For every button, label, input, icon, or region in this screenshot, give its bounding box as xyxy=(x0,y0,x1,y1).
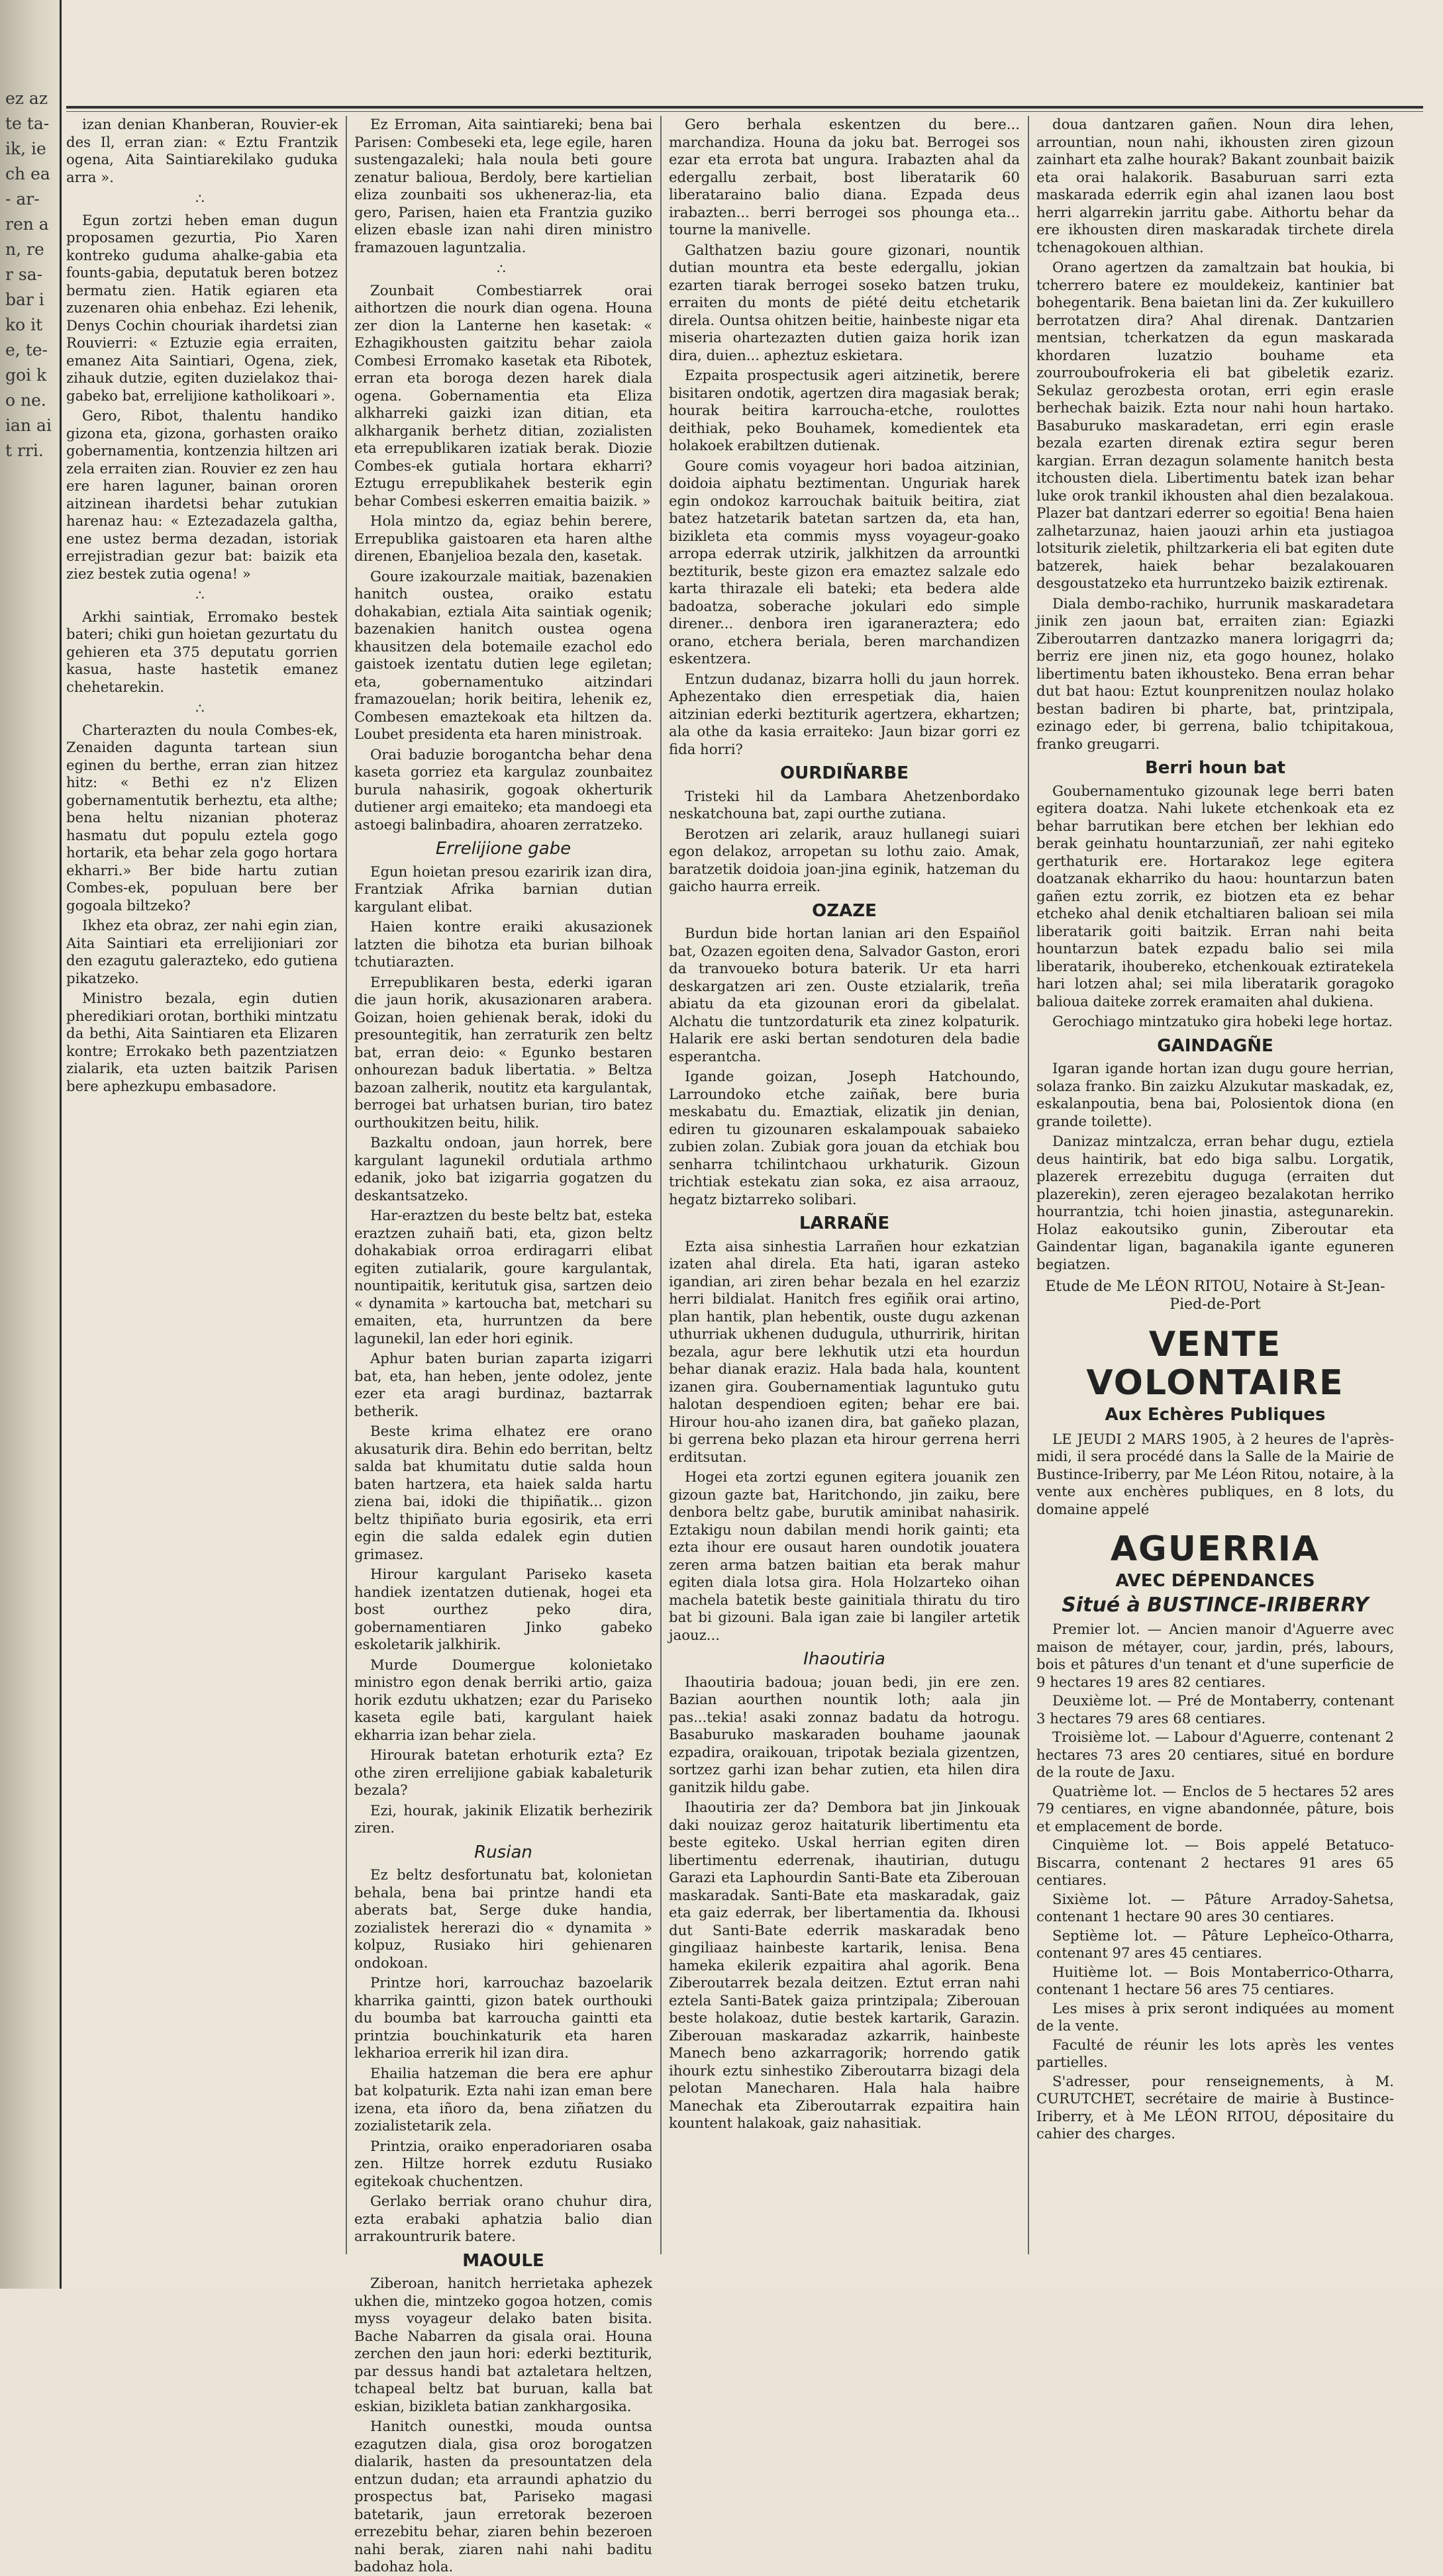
paragraph: Beste krima elhatez ere orano akusaturik dira. Behin edo berritan, beltz salda bat khumitatu dutie salda houn baten hartzera, eta haiek salda hartu ziena bai, idoki die thipiñatik... gizon beltz thipiñato buria egosirik, eta erri egin die salda edalek egin dutien grimasez. xyxy=(354,1423,652,1562)
paragraph: doua dantzaren gañen. Noun dira lehen, arrountian, noun nahi, ikhousten ziren gizoun zainhart eta zalhe hourak? Bakant zounbait baizik eta orai halakorik. Basaburuan sarri ezta maskarada ederrik egin ahal izanen laou bost herri algarrekin jarritu gabe. Aithortu behar da ere ikhousten diren maskaradak tirchete direla tchenagokouen althian. xyxy=(1036,116,1394,256)
paragraph: Goure izakourzale maitiak, bazenakien hanitch oustea, oraiko estatu dohakabian, eztiala Aita saintiak ogenik; bazenakien hanitch oustea ogena khausitzen dela botemaile ezachol edo gaistoek izentatu dutien lege egiletan; eta, gobernamentuko aitzindari framazouelan; horik beitira, lehenik ez, Combesen emaztekoak eta hiltzen da. Loubet presidenta eta haren ministroak. xyxy=(354,567,652,742)
paragraph: Charterazten du noula Combes-ek, Zenaiden dagunta tartean siun eginen du berthe, erran zian hitzez hitz: « Bethi ez n'z Elizen gobernamentutik berheztu, eta althe; bena heltu nizanian photeraz hasmatu dut populu eztela gogo hortarik, eta behar zela gogo hortara ekharri.» Ber bide hartu zutian Combes-ek, populuan bere ber gogoala biltzeko? xyxy=(66,721,338,914)
paragraph: Gero berhala eskentzen du bere... marchandiza. Houna da joku bat. Berrogei sos ezar eta errota bat ungura. Irabazten ahal da edergallu zerbait, bost liberatarik 60 liberataraino balio diana. Ezpada deus irabazten... berri berrogei sos phounga eta... tourne la manivelle. xyxy=(669,116,1020,238)
separator: ∴ xyxy=(195,587,209,603)
column-1 xyxy=(66,116,338,2254)
ad-title: VENTE VOLONTAIRE xyxy=(1086,1325,1344,1403)
paragraph: Entzun dudanaz, bizarra holli du jaun horrek. Aphezentako dien errespetiak dia, haien aitzinian ederki beztiturik agertzera, ekhartzen; ala othe da kasia erraiteko: Jaun bizar gorri ez fida horri? xyxy=(669,670,1020,757)
paragraph: Gero, Ribot, thalentu handiko gizona eta, gizona, gorhasten oraiko gobernamentia, kontzenzia hiltzen ari zela erraiten zian. Rouvier ez zen hau ere haren laguner, bainan ororen aitzinean ihardetsi behar zutukian harenaz hau: « Eztezadazela galtha, ene ustez berma dezadan, istoriak errejistradian gezur bat: baizik eta ziez bestek zutia ogena! » xyxy=(66,407,338,582)
section-heading: OZAZE xyxy=(812,900,877,921)
paragraph: Har-eraztzen du beste beltz bat, esteka eraztzen zuhaiñ bati, eta, gizon beltz dohakabiak orroa erdiragarri elibat egiten zutialarik, goure kargulantak, nountipaitik, keritutuk gisa, sartzen deio « dynamita » kartoucha bat, metchari su emaiten, eta, hurruntzen da bere lagunekil, lan eder hori eginik. xyxy=(354,1207,652,1347)
paragraph: Ziberoan, hanitch herrietaka aphezek ukhen die, mintzeko gogoa hotzen, comis myss voyageur delako baten bisita. Bache Nabarren da gisala orai. Houna zerchen den jaun hori: ederki beztiturik, par dessus handi bat aztaletara heltzen, tchapeal beltz bat buruan, kalla bat eskian, bizikleta batian zankhargosika. xyxy=(354,2275,652,2414)
paragraph: Zounbait Combestiarrek orai aithortzen die nourk dian ogena. Houna zer dion la Lanterne hen kasetak: « Ezhagikhousten gaitzitu behar zaiola Combesi Erromako kasetak eta Ribotek, erran eta boroga dezen harek diala ogena. Gobernamentia eta Eliza alkharreki gaizki izan ditian, eta alkharganik berhetz ditian, zozialisten eta errepublikaren izatiak berak. Diozie Combes-ek gutiala hortara ekharri? Eztugu errepublikahek besterik egin behar Combesi eskerren emaitia baizik. » xyxy=(354,281,652,509)
header-rule-thin xyxy=(66,111,1423,112)
section-heading: OURDIÑARBE xyxy=(780,763,909,783)
paragraph: Ezpaita prospectusik ageri aitzinetik, berere bisitaren ondotik, agertzen dira magasiak berak; hourak beitira karroucha-etche, roulottes deithiak, peko Bouhamek, komedientek eta holakoek erabiltzen dutienak. xyxy=(669,367,1020,453)
paragraph: Egun zortzi heben eman dugun proposamen gezurtia, Pio Xaren kontreko guduma ahalke-gabia eta founts-gabia, deputatuk beren botzez bermatu zien. Hatik egiaren eta zuzenaren ohia enbehaz. Ezi lehenik, Denys Cochin chouriak ihardetsi zian Rouvierri: « Eztuzie egia erraiten, emanez Aita Saintiari, Ogena, ziek, zihauk dutzie, egiten duzielakoz thai-gabeko bat, errelijione katholikoari ». xyxy=(66,211,338,404)
paragraph: Hirour kargulant Pariseko kaseta handiek izentatzen dutienak, hogei eta bost ourthez peko dira, gobernamentiaren Jinko gabeko eskoletarik jalkhirik. xyxy=(354,1566,652,1652)
separator: ∴ xyxy=(195,700,209,716)
ad-lot: Premier lot. — Ancien manoir d'Aguerre avec maison de métayer, cour, jardin, prés, labours, bois et pâtures d'un tenant et d'une superficie de 9 hectares 19 ares 82 centiares. xyxy=(1036,1621,1394,1690)
paragraph: Murde Doumergue kolonietako ministro egon denak berriki artio, gaiza horik ezdutu ukhatzen; ezar du Pariseko kaseta egile bati, kargulant haiek ekharria izan behar ziela. xyxy=(354,1656,652,1743)
paragraph: Printzia, oraiko enperadoriaren osaba zen. Hiltze horrek ezdutu Rusiako egitekoak chuchentzen. xyxy=(354,2137,652,2189)
paragraph: Ihaoutiria zer da? Dembora bat jin Jinkouak daki nouizaz geroz haitaturik libertimentu eta beste egiteko. Uskal herrian egiten diren libertimentu ederrenak, ihautirian, dutugu Garazi eta Laphourdin Santi-Bate eta Ziberouan maskaradak. Santi-Bate eta maskaradak, gaiz eta gaiz ederrak, ber libertamentia da. Ikhousi dut Santi-Bate ederrik maskaradak beno gingiliaaz hainbeste kartarik, lenisa. Bena hameka ekilerik ezpaitira ahal agorik. Bena Ziberoutarrek bezala deitzen. Eztut erran nahi eztela Santi-Batek gaiza printzipala; Ziberouan beste holakoaz, dutie bestek kartarik, Garazin. Ziberouan maskaradaz azkarrik, hainbeste Manech beno azkarragorik; horrendo gatik ihourk eztu sinhestiko Ziberoutarra bizagi dela pelotan Manecharen. Hala hala haibre Manechak eta Ziberoutarrak ezpaitira hain kountent halakoak, gaiz nahasitiak. xyxy=(669,1799,1020,2131)
left-margin-strip xyxy=(0,0,62,2289)
paragraph: Burdun bide hortan lanian ari den Espaiñol bat, Ozazen egoiten dena, Salvador Gaston, erori da tranvoueko botura baterik. Ur eta harri deskargatzen ari zen. Ouste etzialarik, treña abiatu da eta gizounan erori da gibelalat. Alchatu die tuntzordaturik eta zinez kolpaturik. Halarik ere aski bertan sendoturen dela badie esperantcha. xyxy=(669,925,1020,1065)
column-3 xyxy=(669,116,1020,2254)
margin-fragment-text: ez azte ta-ik, ie ch ea- ar- ren an, rer sa- bar iko ite, te- goi ko ne. ian ait rri. xyxy=(5,89,52,460)
section-heading: Ihaoutiria xyxy=(803,1649,885,1669)
paragraph: Ministro bezala, egin dutien pheredikiari orotan, borthiki mintzatu da bethi, Aita Saintiaren eta Elizaren kontre; Errokako beth pazentziatzen zialarik, eta uzten baitzik Parisen bere aphezkupu embasadore. xyxy=(66,990,338,1094)
paragraph: izan denian Khanberan, Rouvier-ek des Il, erran zian: « Eztu Frantzik ogena, Aita Saintiarekilako guduka arra ». xyxy=(66,116,338,185)
paragraph: Bazkaltu ondoan, jaun horrek, bere kargulant lagunekil ordutiala arthmo edanik, joko bat izigarria gogatzen du deskantsatzeko. xyxy=(354,1134,652,1204)
column-divider-1 xyxy=(346,116,347,2254)
ad-lot: Troisième lot. — Labour d'Aguerre, contenant 2 hectares 73 ares 20 centiares, situé en bordure de la route de Jaxu. xyxy=(1036,1729,1394,1780)
section-heading: Berri houn bat xyxy=(1144,758,1286,778)
paragraph: Hola mintzo da, egiaz behin berere, Errepublika gaistoaren eta haren althe direnen, Ebanjelioa bezala den, kasetak. xyxy=(354,512,652,564)
paragraph: Orai baduzie borogantcha behar dena kaseta gorriez eta kargulaz zounbaitez burula nahasirik, gogoak okherturik dutiener argi emaiteko; eta mandoegi eta astoegi balinbadira, ahoaren zerratzeko. xyxy=(354,745,652,833)
sale-advertisement xyxy=(1036,1278,1394,2143)
paragraph: Errepublikaren besta, ederki igaran die jaun horik, akusazionaren arabera. Goizan, hoien gehienak berak, idoki du presountegitik, han zerraturik zen beltz bat, erran deio: « Egunko bestaren onhourezan baduk libertatia. » Beltza bazoan zalherik, noutitz eta kargulantak, berrogei bat urhatsen burian, tiro batez ourthoukitzen beitu, hilik. xyxy=(354,973,652,1131)
paragraph: Gerlako berriak orano chuhur dira, ezta erabaki aphatzia balio dian arrakountrurik batere. xyxy=(354,2193,652,2244)
paragraph: Hogei eta zortzi egunen egitera jouanik zen gizoun gazte bat, Haritchondo, jin zaiku, bere denbora beltz gabe, burutik aminibat nahasirik. Eztakigu noun dabilan mendi horik gainti; eta ezta ihour ere ousaut haren oundotik jouatera zeren arma batzen baitian eta berak mahur egiten diala lotsa gira. Hola Holzarteko oihan machela batetik beste gainitiala thiratu du tiro bat bi gizouni. Bala igan zaie bi langiler artetik jaouz... xyxy=(669,1468,1020,1643)
paragraph: Ihaoutiria badoua; jouan bedi, jin ere zen. Bazian aourthen nountik loth; aala jin pas...tekia! asaki zonnaz badatu da hotrogu. Basaburuko maskaraden bouhame jaounak ezpadira, oraikouan, tripotak beziala gizentzen, sortzez garhi izan behar zutien, eta hilen dira ganitzik hildu gabe. xyxy=(669,1673,1020,1795)
paragraph: Aphur baten burian zaparta izigarri bat, eta, han heben, jente odolez, jente ezer eta aragi burdinaz, baztarrak betherik. xyxy=(354,1350,652,1419)
paragraph: Goure comis voyageur hori badoa aitzinian, doidoia aiphatu beztimentan. Unguriak harek egin ondokoz karrouchak baituik beitira, ziat batez hatzetarik batetan sartzen da, eta han, bizikleta eta commis myss voyageur-goako arropa ederrak utzirik, jalkhitzen da arrountki beztiturik, beste gizon era emaztez salzale edo karta thirazale eli bateki; eta bedera alde badoatza, soberache jokulari edo simple direner... denbora iren igaraneraztera; edo orano, etchera beriala, beren marchandizen eskentzera. xyxy=(669,457,1020,667)
header-rule xyxy=(66,106,1423,109)
paragraph: Ezta aisa sinhestia Larrañen hour ezkatzian izaten ahal direla. Eta hati, igaran asteko igandian, ari ziren behar bezala en hel ezarziz herri bildialat. Hanitch fres egiñik orai artino, plan hantik, plan hebentik, ouste dugu azkenan uthurriak ukhenen dudugula, uthurririk, hiritan bezala, agur bere lekhutik utzi eta hourdun behar dianak eraziz. Hala bada hala, kountent izanen gira. Goubernamentiak laguntuko gutu halotan despendioen egiten; behar ere bai. Hirour hou-aho izanen dira, bat gañeko plazan, bi gerrena beko plazan eta hirour gerrena herri erditsutan. xyxy=(669,1237,1020,1465)
paragraph: Hanitch ounestki, mouda ountsa ezagutzen diala, gisa oroz borogatzen dialarik, hasten da presountatzen dela entzun dudan; eta arraundi aphatzio du prospectus bat, Pariseko magasi batetarik, jaun erretorak bezeroen errezebitu behar, ziaren behin bezeroen nahi berak, ziaren nahi nahi baditu badohaz hola. xyxy=(354,2418,652,2575)
paragraph: Orano agertzen da zamaltzain bat houkia, bi tcherrero batere ez mouldekeiz, kantinier bat bohegentarik. Bena baietan lini da. Zer kukuillero berrotatzen dira? Ahal direnak. Dantzarien mentsian, tcherkatzen da egun maskarada khordaren luzatzio bouhame eta zourrouboufrokeria eli bat gibeletik ezariz. Sekulaz gerozbesta orotan, erri egin erasle berhechak baizik. Ezta nour nahi houn hartako. Basaburuko maskaradetan, erri egin erasle bezala ezarten direnak eztira segur beren kargian. Erran dezagun solamente hanitch besta itchousten diela. Libertimentu batek izan behar luke orok trankil ikhousten ahal dien bezalakoua. Plazer bat dantzari ederrer so egoitia! Bena haien zalhetarzunaz, haien jaouzi arhin eta justiagoa lotsiturik zieletik, philtzarkeria eli bat egiten dute batzerek, haiek behar bezalakouaren desgoustatzeko eta hurruntzeko baizik eztirenak. xyxy=(1036,259,1394,591)
paragraph: Hirourak batetan erhoturik ezta? Ez othe ziren errelijione gabiak kabaleturik bezala? xyxy=(354,1746,652,1798)
section-heading: Rusian xyxy=(474,1842,532,1862)
paragraph: Igaran igande hortan izan dugu goure herrian, solaza franko. Bin zaizku Alzukutar maskadak, ez, eskalanpoutia, bena bai, Polosientok diona (en grande toilette). xyxy=(1036,1060,1394,1129)
ad-lot: Huitième lot. — Bois Montaberrico-Otharra, contenant 1 hectare 56 ares 75 centiares. xyxy=(1036,1963,1394,1997)
ad-intro: LE JEUDI 2 MARS 1905, à 2 heures de l'après-midi, il sera procédé dans la Salle de la Mairie de Bustince-Iriberry, par Me Léon Ritou, notaire, à la vente aux enchères publiques, en 8 lots, du domaine appelé xyxy=(1036,1430,1394,1517)
paragraph: Galthatzen baziu goure gizonari, nountik dutian mountra eta beste edergallu, jokian ezarten tiarak berrogei soseko batzen truku, erraiten du monts de piété deitu etchetarik direla. Ountsa ohitzen beitie, hainbeste nigar eta miseria ohartezazten dutien gaiza horik izan dira, duien... apheztuz eskietara. xyxy=(669,241,1020,363)
ad-lot: Sixième lot. — Pâture Arradoy-Sahetsa, contenant 1 hectare 90 ares 30 centiares. xyxy=(1036,1890,1394,1925)
paragraph: Berotzen ari zelarik, arauz hullanegi suiari egon delakoz, arropetan su lothu zaio. Amak, baratzetik doidoia joan-jina eginik, hatzeman du gaicho haurra erreik. xyxy=(669,825,1020,894)
paragraph: Gerochiago mintzatuko gira hobeki lege hortaz. xyxy=(1052,1013,1393,1029)
paragraph: Igande goizan, Joseph Hatchoundo, Larroundoko etche zaiñak, bere buria meskabatu du. Emaztiak, elizatik jin denian, ediren tu gizounaren eskalampouak sabaieko zubien zolan. Zubiak gora jouan da etchiak bou senharra tchilintchaou urkhaturik. Gizoun trichtiak estekatu zian soka, ez aisa arraouz, hegatz biztarreko solibari. xyxy=(669,1068,1020,1208)
ad-note: Faculté de réunir les lots après les ventes partielles. xyxy=(1036,2036,1394,2070)
paragraph: Printze hori, karrouchaz bazoelarik kharrika gaintti, gizon batek ourthouki du boumba bat karroucha gaintti eta printzia bouchinkaturik eta haren lekharioa errerik hil izan dira. xyxy=(354,1974,652,2061)
column-divider-2 xyxy=(660,116,662,2254)
ad-note: Les mises à prix seront indiquées au moment de la vente. xyxy=(1036,1999,1394,2034)
section-heading: Errelijione gabe xyxy=(435,839,572,859)
column-divider-3 xyxy=(1028,116,1029,2254)
ad-lot: Quatrième lot. — Enclos de 5 hectares 52 ares 79 centiares, en vigne abandonnée, pâture, bois et emplacement de borde. xyxy=(1036,1782,1394,1835)
paragraph: Ezi, hourak, jakinik Elizatik berhezirik ziren. xyxy=(354,1801,652,1836)
section-heading: MAOULE xyxy=(462,2250,544,2271)
column-4 xyxy=(1036,116,1394,2254)
ad-lot: Septième lot. — Pâture Lepheïco-Otharra, contenant 97 ares 45 centiares. xyxy=(1036,1927,1394,1961)
paragraph: Arkhi saintiak, Erromako bestek bateri; chiki gun hoietan gezurtatu du gehieren eta 375 deputatu gorrien kasua, haste hastetik emanez chehetarekin. xyxy=(66,608,338,695)
ad-domain-name: AGUERRIA xyxy=(1110,1529,1320,1569)
paragraph: Ez beltz desfortunatu bat, kolonietan behala, bena bai printze handi eta aberats bat, Serge duke handia, zozialistek hererazi dio « dynamita » kolpuz, Rusiako hiri gehienaren ondokoan. xyxy=(354,1866,652,1971)
paragraph: Danizaz mintzalcza, erran behar dugu, eztiela deus haintirik, bat edo biga salbu. Lorgatik, plazerek errezebitu duguga (erraiten dut plazerekin), zeren ejerageo bezalakotan herriko hourrantzia, tchi hoien jinastia, astegunarekin. Holaz eakoutsiko gunin, Ziberoutar eta Gaindentar ligan, baganakila igante eguneren begiatzen. xyxy=(1036,1133,1394,1272)
paragraph: Haien kontre eraiki akusazionek latzten die bihotza eta burian bilhoak tchutiarazten. xyxy=(354,918,652,970)
ad-contact: S'adresser, pour renseignements, à M. CURUTCHET, secrétaire de mairie à Bustince-Iriberry, et à Me LÉON RITOU, dépositaire du cahier des charges. xyxy=(1036,2072,1394,2142)
paragraph: Diala dembo-rachiko, hurrunik maskaradetara jinik zen jaoun bat, erraiten zian: Egiazki Ziberoutarren dantzazko manera lorigagrri da; berriz ere jinen niz, eta gogo hounez, holako libertimentu baten ikhousteko. Bena erran behar dut bat haou: Eztut kounprenitzen noulaz holako bestan badiren bi pharte, bat, printzipala, ezinago eder, bi gerrena, balio tchipitakoua, franko greugarri. xyxy=(1036,595,1394,752)
paragraph: Ikhez eta obraz, zer nahi egin zian, Aita Saintiari eta errelijioniari zor den ezagutu galerazteko, edo gutiena pikatzeko. xyxy=(66,917,338,986)
paragraph: Tristeki hil da Lambara Ahetzenbordako neskatchouna bat, zapi ourthe zutiana. xyxy=(669,787,1020,822)
paragraph: Ehailia hatzeman die bera ere aphur bat kolpaturik. Ezta nahi izan eman bere izena, eta iñoro da, bena ziñatzen du zozialistetarik zela. xyxy=(354,2064,652,2134)
ad-notary-line: Etude de Me LÉON RITOU, Notaire à St-Jean-Pied-de-Port xyxy=(1045,1278,1385,1313)
column-2 xyxy=(354,116,652,2575)
ad-dependances: AVEC DÉPENDANCES xyxy=(1115,1571,1315,1591)
separator: ∴ xyxy=(195,190,209,207)
separator: ∴ xyxy=(497,260,510,277)
paragraph: Goubernamentuko gizounak lege berri baten egitera doatza. Nahi lukete etchenkoak eta ez behar barrutikan bere etchen ber lekhian edo berak geinhatu hountarzuniañ, zer nahi egiteko gerthaturik ere. Hortarakoz lege egitera doatzanak ekharriko du haou: hountarzun baten gañen eztu zorrik, ez biotzen eta ez behar etcheko ahal denik etchaltiaren balioan sei mila liberatarik goiti baitzik. Erran nahi beita hountarzun batek ezpadu balio sei mila liberatarik, ihoubereko, etchenkouak eztiratekela hari lotzen ahal; sei mila liberatarik goragoko balioua daiteke zorrek eramaiten ahal dukiena. xyxy=(1036,782,1394,1010)
ad-location: Situé à BUSTINCE-IRIBERRY xyxy=(1062,1593,1369,1617)
ad-subtitle: Aux Echères Publiques xyxy=(1105,1405,1326,1425)
paragraph: Egun hoietan presou ezaririk izan dira, Frantziak Afrika barnian dutian kargulant elibat. xyxy=(354,863,652,915)
section-heading: GAINDAGÑE xyxy=(1157,1035,1273,1056)
section-heading: LARRAÑE xyxy=(799,1214,890,1233)
ad-lot: Cinquième lot. — Bois appelé Betatuco-Biscarra, contenant 2 hectares 91 ares 65 centiares. xyxy=(1036,1837,1394,1888)
ad-lot: Deuxième lot. — Pré de Montaberry, contenant 3 hectares 79 ares 68 centiares. xyxy=(1036,1692,1394,1727)
paragraph: Ez Erroman, Aita saintiareki; bena bai Parisen: Combeseki eta, lege egile, haren sustengazaleki; hala noula beti goure zenatur balioua, Berdoly, bere kartielian eliza zounbaiti sos ukheneraz-lia, eta gero, Parisen, haien eta Frantzia guziko elizen ebasle izan nahi diren ministro framazouen laguntzalia. xyxy=(354,116,652,256)
